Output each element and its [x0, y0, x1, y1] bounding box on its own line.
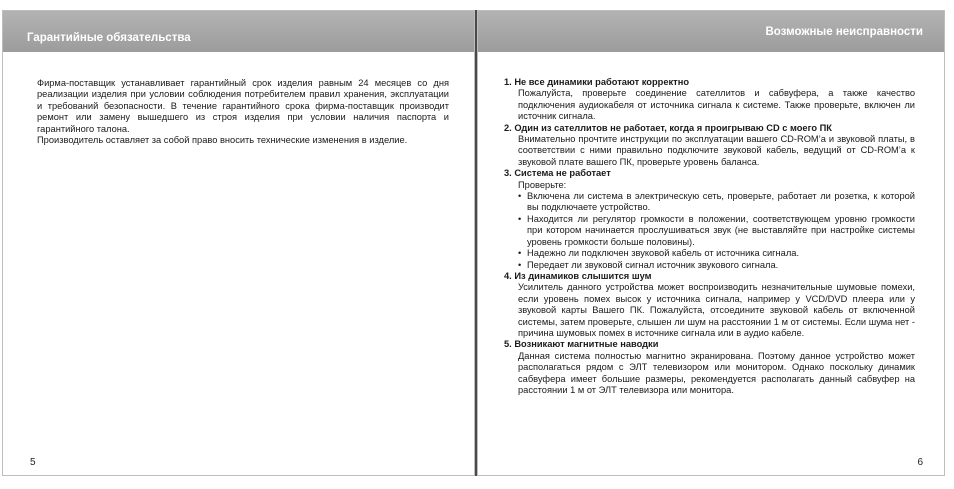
left-page-header [3, 11, 474, 52]
left-page-title: Гарантийные обязательства [27, 32, 191, 44]
trouble-item-title: 5. Возникают магнитные наводки [504, 339, 659, 350]
trouble-item-4 [504, 271, 915, 339]
check-list-item: • Находится ли регулятор громкости в положении, соответствующем уровню громкости при котором начинается прослушиваться звук (не выставляйте при настройке системы уровень громкости больше половины). [518, 214, 915, 248]
page-number-right: 6 [917, 457, 923, 468]
trouble-item-text: Пожалуйста, проверьте соединение сателлитов и сабвуфера, а также качество подключения аудиокабеля от источника сигнала к системе. Также проверьте, включен ли источник сигнала. [518, 88, 915, 122]
trouble-item-text: Усилитель данного устройства может воспроизводить незначительные шумовые помехи, если уровень помех высок у источника сигнала, например у VCD/DVD плеера или у звуковой карты Вашего ПК. Пожалуйста, отсоедините звуковой кабель от включенной системы, затем проверьте, слышен ли шум на расстоянии 1 м от системы. Если шума нет - причина шумовых помех в источнике сигнала или в аудио кабеле. [518, 282, 915, 338]
right-page-title: Возможные неисправности [765, 25, 923, 38]
check-list-item: • Передает ли звуковой сигнал источник звукового сигнала. [518, 260, 915, 271]
trouble-item-2 [504, 123, 915, 169]
changes-paragraph: Производитель оставляет за собой право вносить технические изменения в изделие. [37, 135, 408, 146]
trouble-item-title: 4. Из динамиков слышится шум [504, 270, 652, 281]
check-list-item: • Надежно ли подключен звуковой кабель от источника сигнала. [518, 248, 915, 259]
trouble-item-3 [504, 168, 915, 271]
trouble-item-title: 3. Система не работает [504, 168, 611, 179]
warranty-paragraph: Фирма-поставщик устанавливает гарантийный срок изделия равным 24 месяцев со дня реализации изделия при условии соблюдения потребителем правил хранения, эксплуатации и требований безопасности. В течение гарантийного срока фирма-поставщик производит ремонт или замену вышедшего из строя изделия при условии наличия паспорта и гарантийного талона. [37, 78, 449, 134]
trouble-item-1 [504, 77, 915, 123]
right-page [477, 10, 945, 476]
right-page-header [478, 11, 944, 52]
trouble-item-text: Внимательно прочтите инструкции по эксплуатации вашего CD-ROM’a и звуковой платы, в соответствии с ними правильно подключите звуковой кабель, ведущий от CD-ROM’a к звуковой плате вашего ПК, проверьте уровень баланса. [518, 134, 915, 167]
left-page [2, 10, 475, 476]
page-number-left: 5 [30, 457, 36, 468]
troubleshooting-list [504, 77, 915, 396]
trouble-item-text: Проверьте: [518, 179, 567, 190]
check-list-item: • Включена ли система в электрическую сеть, проверьте, работает ли розетка, к которой вы подключаете устройство. [518, 191, 915, 214]
trouble-item-text: Данная система полностью магнитно экранирована. Поэтому данное устройство может располагаться рядом с ЭЛТ телевизором или монитором. Однако поскольку динамик сабвуфера имеет большие размеры, рекомендуется располагать данный сабвуфер на расстоянии 1 м от ЭЛТ телевизора или монитора. [518, 350, 915, 395]
trouble-item-title: 1. Не все динамики работают корректно [504, 77, 690, 87]
check-list [518, 191, 915, 271]
warranty-text [37, 78, 449, 146]
trouble-item-5 [504, 339, 915, 396]
trouble-item-title: 2. Один из сателлитов не работает, когда я проигрываю CD с моего ПК [504, 122, 832, 133]
